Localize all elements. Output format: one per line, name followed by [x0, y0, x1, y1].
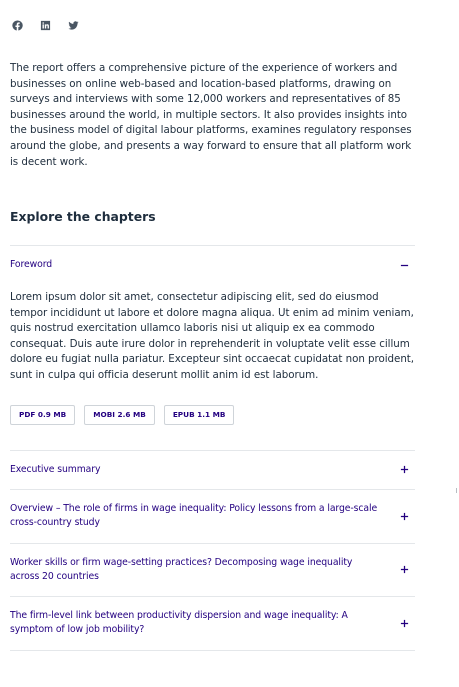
chapter-header[interactable]	[10, 490, 415, 543]
expand-icon[interactable]	[397, 465, 411, 474]
chapter-description: Lorem ipsum dolor sit amet, consectetur adipiscing elit, sed do eiusmod tempor incididunt ut labore et dolore magna aliqua. Ut enim ad minim veniam, quis nostrud exercitation ullamco laboris nisi ut aliquip ex ea commodo consequat. Duis aute irure dolor in reprehenderit in voluptate velit esse cillum dolore eu fugiat nulla pariatur. Excepteur sint occaecat cupidatat non proident, sunt in culpa qui officia deserunt mollit anim id est laborum.	[10, 291, 415, 381]
chapters-accordion	[10, 245, 415, 651]
expand-icon[interactable]	[397, 619, 411, 628]
linkedin-icon[interactable]	[38, 18, 52, 32]
chapter-body	[10, 273, 415, 450]
chapter-productivity-dispersion	[10, 596, 415, 651]
chapter-header[interactable]	[10, 451, 415, 489]
download-epub-button[interactable]: EPUB 1.1 MB	[164, 405, 235, 425]
chapter-header[interactable]	[10, 246, 415, 273]
chapter-title: Foreword	[10, 259, 53, 270]
report-summary: The report offers a comprehensive picture of the experience of workers and businesses on online web-based and location-based platforms, drawing on surveys and interviews with some 12,000 workers and representatives of 85 businesses around the world, in multiple sectors. It also provides insights into the business model of digital labour platforms, examines regulatory responses around the globe, and presents a way forward to ensure that all platform work is decent work.	[10, 62, 412, 168]
chapter-worker-skills	[10, 543, 415, 596]
chapter-title: Overview – The role of firms in wage inequality: Policy lessons from a large-scale cross-country study	[10, 503, 378, 529]
chapter-executive-summary	[10, 450, 415, 489]
chapter-foreword	[10, 245, 415, 450]
social-share-bar	[10, 18, 80, 32]
chapters-heading: Explore the chapters	[10, 209, 156, 224]
expand-icon[interactable]	[397, 512, 411, 521]
download-options	[10, 405, 415, 425]
facebook-icon[interactable]	[10, 18, 24, 32]
chapter-title: Executive summary	[10, 463, 101, 475]
download-mobi-button[interactable]: MOBI 2.6 MB	[84, 405, 155, 425]
chapter-overview	[10, 489, 415, 543]
scroll-edge	[456, 488, 457, 493]
chapter-title: Worker skills or firm wage-setting practices? Decomposing wage inequality across 20 countries	[10, 556, 353, 582]
twitter-icon[interactable]	[66, 18, 80, 32]
chapter-title: The firm-level link between productivity dispersion and wage inequality: A symptom of low job mobility?	[10, 610, 348, 636]
expand-icon[interactable]	[397, 565, 411, 574]
chapter-header[interactable]	[10, 597, 415, 650]
download-pdf-button[interactable]: PDF 0.9 MB	[10, 405, 75, 425]
chapter-header[interactable]	[10, 544, 415, 596]
collapse-icon[interactable]	[397, 261, 411, 270]
